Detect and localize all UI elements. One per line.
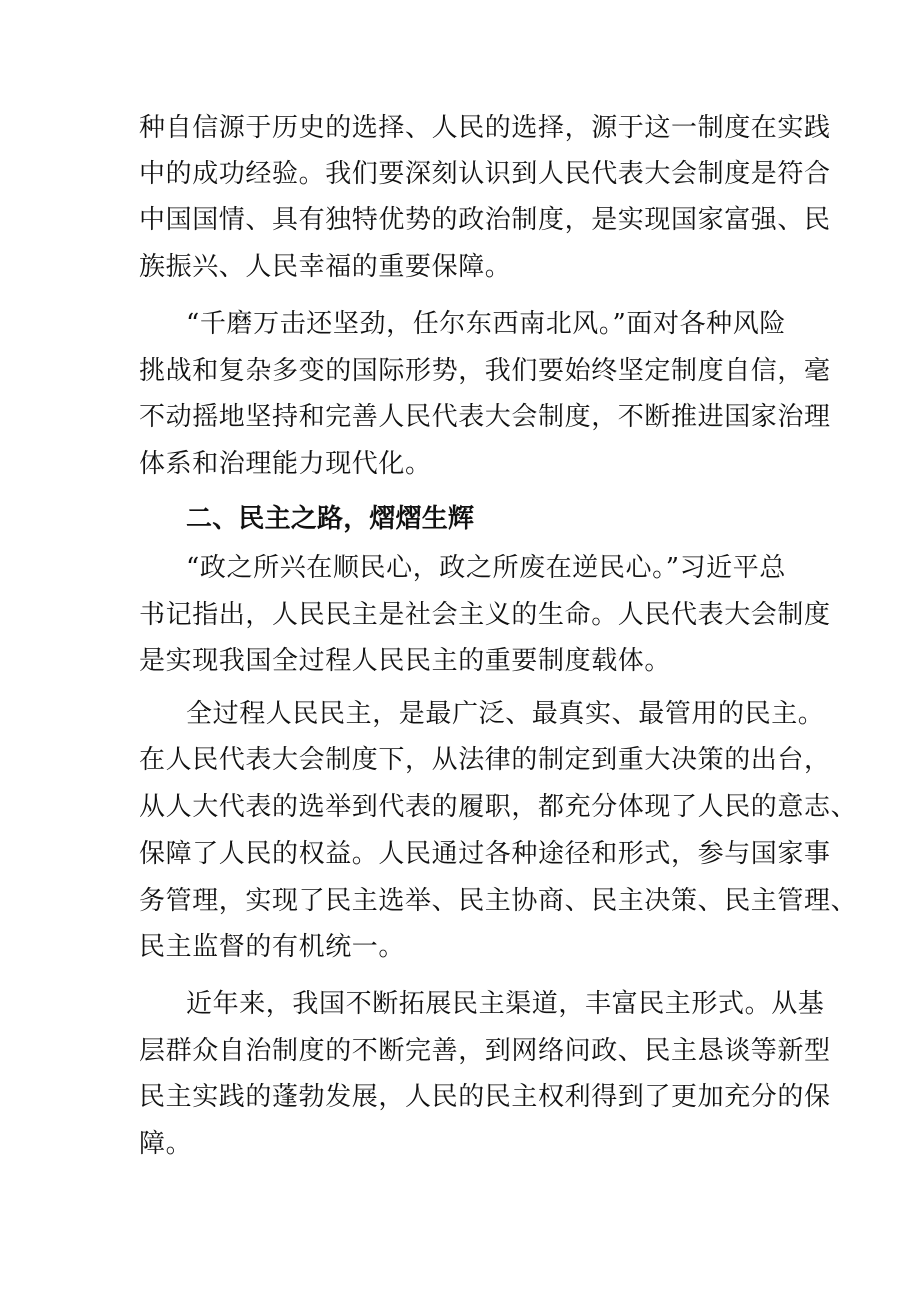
paragraph-5-line-4: 障。 — [139, 1129, 193, 1159]
paragraph-2-line-2: 挑战和复杂多变的国际形势，我们要始终坚定制度自信，毫 — [139, 356, 831, 386]
paragraph-4-line-1: 全过程人民民主，是最广泛、最真实、最管用的民主。 — [186, 699, 825, 729]
paragraph-5-line-2: 层群众自治制度的不断完善，到网络问政、民主恳谈等新型 — [139, 1036, 831, 1066]
paragraph-2-line-1: “千磨万击还坚劲，任尔东西南北风。”面对各种风险 — [186, 309, 786, 339]
paragraph-2-line-4: 体系和治理能力现代化。 — [139, 449, 432, 479]
paragraph-1-line-3: 中国国情、具有独特优势的政治制度，是实现国家富强、民 — [139, 205, 831, 235]
paragraph-3-line-3: 是实现我国全过程人民民主的重要制度载体。 — [139, 646, 672, 676]
paragraph-4-line-6: 民主监督的有机统一。 — [139, 932, 406, 962]
paragraph-3-line-2: 书记指出，人民民主是社会主义的生命。人民代表大会制度 — [139, 600, 831, 630]
paragraph-4-line-4: 保障了人民的权益。人民通过各种途径和形式，参与国家事 — [139, 839, 831, 869]
paragraph-1-line-4: 族振兴、人民幸福的重要保障。 — [139, 252, 512, 282]
paragraph-1-line-1: 种自信源于历史的选择、人民的选择，源于这一制度在实践 — [139, 113, 831, 143]
paragraph-4-line-3: 从人大代表的选举到代表的履职，都充分体现了人民的意志、 — [139, 792, 858, 822]
paragraph-4-line-5: 务管理，实现了民主选举、民主协商、民主决策、民主管理、 — [139, 886, 858, 916]
paragraph-4-line-2: 在人民代表大会制度下，从法律的制定到重大决策的出台， — [139, 745, 831, 775]
section-heading: 二、民主之路，熠熠生辉 — [186, 504, 475, 534]
paragraph-2-line-3: 不动摇地坚持和完善人民代表大会制度，不断推进国家治理 — [139, 402, 831, 432]
paragraph-1-line-2: 中的成功经验。我们要深刻认识到人民代表大会制度是符合 — [139, 159, 831, 189]
paragraph-3-line-1: “政之所兴在顺民心，政之所废在逆民心。”习近平总 — [186, 553, 786, 583]
paragraph-5-line-1: 近年来，我国不断拓展民主渠道，丰富民主形式。从基 — [186, 989, 825, 1019]
paragraph-5-line-3: 民主实践的蓬勃发展，人民的民主权利得到了更加充分的保 — [139, 1082, 831, 1112]
